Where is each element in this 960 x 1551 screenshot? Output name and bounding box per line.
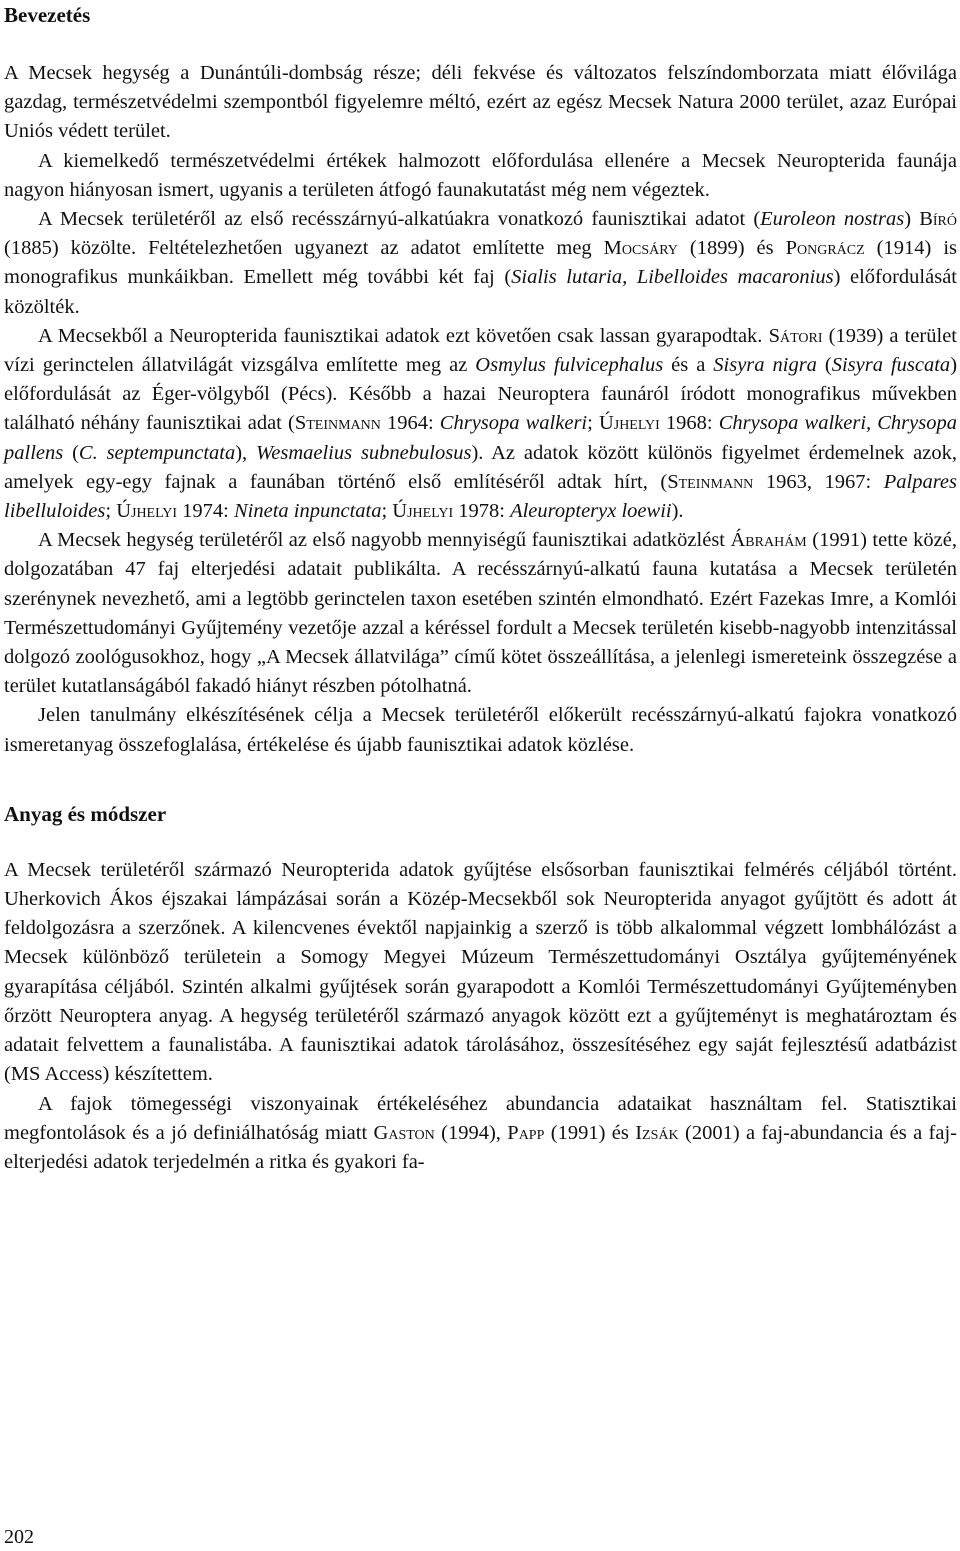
intro-paragraph-2 [4,147,957,205]
author-name: Bíró [919,208,957,231]
text-run: ( [63,441,79,464]
intro-paragraph-5 [4,526,957,701]
text-run: Jelen tanulmány elkészítésének célja a Mecsek területéről előkerült recésszárnyú-alkatú fajokra vonatkozó ismeretanyag összefoglalása, értékelése és újabb faunisztikai adatok közlése. [4,704,957,756]
text-run: ). Az adatok között különös figyelmet érdemelnek azok, amelyek egy-egy fajnak a faunában történő első említéséről adtak hírt, ( [4,441,957,493]
author-name: Steinmann [667,470,754,493]
author-name: Ábrahám [730,529,807,552]
text-run: (1899) és [677,237,786,260]
author-name: Újhelyi [392,500,454,523]
document-page [4,0,957,1177]
italic-text: Palpares libelluloides [4,470,957,523]
italic-text: Wesmaelius subnebulosus [256,441,472,464]
page-number: 202 [4,1526,34,1548]
text-run: A Mecsek területéről az első recésszárnyú-alkatúakra vonatkozó faunisztikai adatot ( [38,208,761,231]
text-run: 1963, 1967: [753,470,884,493]
author-name: Steinmann [294,412,381,435]
text-run: A Mecsek területéről származó Neuropterida adatok gyűjtése elsősorban faunisztikai felmérés céljából történt. Uherkovich Ákos éjszakai lámpázásai során a Közép-Mecsekből sok Neuropterida anyagot gyűjtött és adott át feldolgozásra a szerzőnek. A kilencvenes évektől napjainkig a szerző is több alkalommal végzett lombhálózást a Mecsek különböző területein a Somogy Megyei Múzeum Természettudományi Osztálya gyűjteményének gyarapítása céljából. Szintén alkalmi gyűjtések során gyarapodott a Komlói Természettudományi Gyűjteményben őrzött Neuroptera anyag. A hegység területéről származó anyagok között ezt a gyűjteményt is meghatároztam és adatait felvettem a faunalistába. A faunisztikai adatok tárolásához, összesítéséhez egy saját fejlesztésű adatbázist (MS Access) készítettem. [4,858,957,1086]
text-run: (1939) a terület vízi gerinctelen állatvilágát vizsgálva említette meg az [4,324,957,377]
italic-text: Chrysopa walkeri, Chrysopa pallens [4,412,957,464]
text-run: ) előfordulását közölték. [4,266,958,318]
methods-paragraph-2 [4,1090,957,1178]
text-run: A fajok tömegességi viszonyainak értékeléséhez abundancia adataikat használtam fel. Statisztikai megfontolások és a jó definiálhatóság miatt [4,1092,957,1144]
text-run: A Mecsek hegység területéről az első nagyobb mennyiségű faunisztikai adatközlést [38,529,731,552]
text-run: ). [671,500,684,523]
text-run: ), [235,441,257,464]
text-run: A Mecsekből a Neuropterida faunisztikai adatok ezt követően csak lassan gyarapodtak. [38,324,769,347]
text-run: (2001) a faj-abundancia és a faj-elterjedési adatok terjedelmén a ritka és gyakori fa- [4,1121,958,1173]
section-heading-methods: Anyag és módszer [4,801,167,826]
italic-text: Chrysopa walkeri [439,412,588,435]
text-run: ; [105,500,117,523]
text-run: A kiemelkedő természetvédelmi értékek halmozott előfordulása ellenére a Mecsek Neuropterida faunája nagyon hiányosan ismert, ugyanis a területen átfogó faunakutatást még nem végeztek. [4,149,957,201]
intro-paragraph-1 [4,59,957,147]
italic-text: Nineta inpunctata [233,500,382,523]
section-heading-introduction: Bevezetés [4,3,91,27]
italic-text: C. septempunctata [78,441,236,464]
intro-paragraph-3 [4,205,957,322]
text-run: 1968: [659,412,719,435]
text-run: ) [904,208,920,231]
text-run: (1914) is monografikus munkáikban. Emellett még további két faj ( [4,237,957,289]
text-run: A Mecsek hegység a Dunántúli-dombság része; déli fekvése és változatos felszíndomborzata miatt élővilága gazdag, természetvédelmi szempontból figyelemre méltó, ezért az egész Mecsek Natura 2000 terület, azaz Európai Uniós védett terület. [4,62,957,143]
text-run: 1964: [380,412,440,435]
author-name: Újhelyi [116,500,178,523]
intro-paragraph-6 [4,701,957,759]
text-run: ( [816,354,832,377]
italic-text: Sisyra fuscata [831,354,951,377]
author-name: Gaston [373,1121,435,1144]
author-name: Papp [507,1121,545,1144]
text-run: (1991) és [544,1121,636,1144]
text-run: (1885) közölte. Feltételezhetően ugyanezt az adatot említette meg [4,237,604,260]
italic-text: Euroleon nostras [760,208,905,231]
author-name: Sátori [768,324,823,347]
italic-text: Osmylus fulvicephalus [475,354,664,377]
italic-text: Aleuropteryx loewii [510,500,672,523]
author-name: Pongrácz [785,237,865,260]
intro-paragraph-4 [4,322,957,526]
italic-text: Sialis lutaria, Libelloides macaronius [511,266,834,289]
author-name: Mocsáry [603,237,678,260]
text-run: ; [587,412,599,435]
methods-paragraph-1 [4,856,957,1090]
author-name: Izsák [635,1121,679,1144]
text-run: 1974: [177,500,234,523]
author-name: Újhelyi [598,412,660,435]
text-run: ) előfordulását az Éger-völgyből (Pécs). Később a hazai Neuroptera faunáról íródott monografikus művekben található néhány faunisztikai adat ( [4,354,958,435]
italic-text: Sisyra nigra [713,354,817,377]
text-run: (1994), [434,1121,508,1144]
text-run: és a [663,354,714,377]
text-run: (1991) tette közé, dolgozatában 47 faj elterjedési adatait publikálta. A recésszárnyú-alkatú fauna kutatása a Mecsek területén szerénynek nevezhető, ami a legtöbb gerinctelen taxon esetében szintén elmondható. Ezért Fazekas Imre, a Komlói Természettudományi Gyűjtemény vezetője azzal a kéréssel fordult a Mecsek területén kisebb-nagyobb intenzitással dolgozó zoológusokhoz, hogy „A Mecsek állatvilága” című kötet összeállítása, a jelenlegi ismereteink összegzése a terület kutatlanságából fakadó hiányt részben pótolhatná. [4,529,958,698]
text-run: ; [381,500,393,523]
text-run: 1978: [453,500,511,523]
